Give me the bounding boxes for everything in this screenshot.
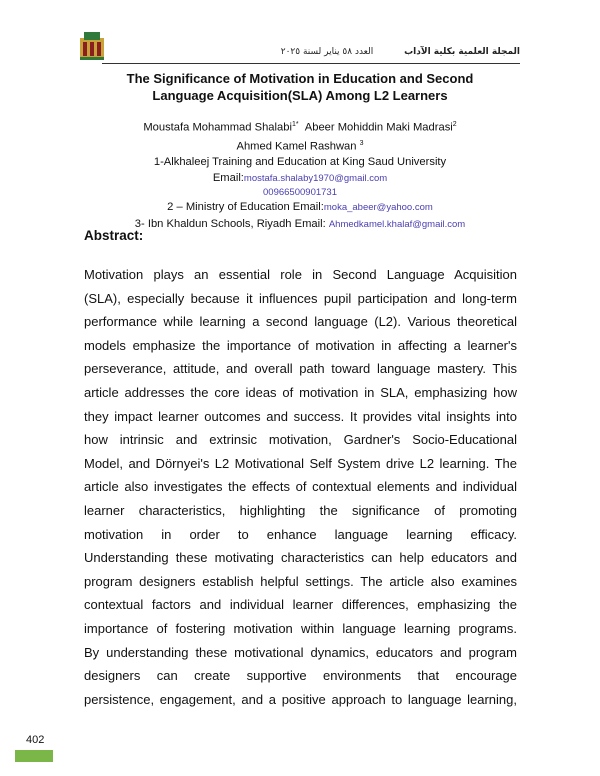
- abstract-body: [84, 263, 517, 711]
- journal-header: [281, 47, 520, 57]
- journal-name: المجلة العلمية بكلية الآداب: [404, 47, 520, 57]
- abstract-line: models emphasize the importance of motivation in affecting a learner's: [84, 337, 517, 353]
- university-emblem-icon: [78, 30, 106, 62]
- abstract-line: they impact learner outcomes and success. It provides vital insights into: [84, 408, 517, 424]
- author-line-1: Moustafa Mohammad Shalabi$^{1*}$ Abeer Mohiddin Maki Madrasi$^2$: [143, 121, 457, 134]
- issue-info: العدد ٥٨ يناير لسنة ٢٠٢٥: [280, 47, 374, 57]
- abstract-line: Motivation plays an essential role in Second Language Acquisition: [84, 267, 517, 282]
- page-number: 402: [26, 734, 45, 746]
- abstract-line: (SLA), especially because it influences pupil participation and long-term: [84, 290, 517, 306]
- title-line-1: The Significance of Motivation in Education and Second: [126, 71, 474, 86]
- abstract-line: article also investigates the effects of contextual elements and individual: [84, 479, 517, 495]
- title-line-2: Language Acquisition(SLA) Among L2 Learners: [152, 88, 448, 103]
- paper-title: [80, 70, 520, 104]
- abstract-line: importance of fostering motivation within language learning programs.: [84, 620, 517, 636]
- affiliation-2: 2 – Ministry of Education Email:moka_abeer@yahoo.com: [167, 201, 433, 214]
- header-divider: [102, 63, 520, 64]
- abstract-line: learner characteristics, highlighting the significance of promoting: [84, 502, 517, 518]
- affiliation-3: 3- Ibn Khaldun Schools, Riyadh Email: Ahmedkamel.khalaf@gmail.com: [134, 218, 466, 231]
- abstract-line: Understanding these motivating characteristics can help educators and: [84, 550, 517, 566]
- abstract-line: article addresses the core ideas of motivation in SLA, emphasizing how: [84, 384, 517, 400]
- email-link[interactable]: mostafa.shalaby1970@gmail.com: [243, 173, 388, 185]
- abstract-heading: Abstract:: [84, 228, 144, 243]
- email-link[interactable]: Ahmedkamel.khalaf@gmail.com: [328, 219, 466, 231]
- abstract-line: motivation in order to enhance language learning efficacy.: [84, 526, 517, 542]
- abstract-line: performance while learning a second language (L2). Various theoretical: [84, 314, 517, 330]
- page-number-bar: [15, 750, 53, 762]
- affiliation-1: 1-Alkhaleej Training and Education at King Saud University: [153, 156, 447, 169]
- author-line-2: Ahmed Kamel Rashwan $^3$: [236, 139, 364, 153]
- abstract-line: program designers establish helpful settings. The article also examines: [84, 573, 517, 589]
- author-block: [80, 117, 520, 233]
- abstract-line: Model, and Dörnyei's L2 Motivational Self System drive L2 learning. The: [84, 455, 517, 471]
- abstract-line: contextual factors and individual learner differences, emphasizing the: [84, 597, 517, 613]
- email-link[interactable]: moka_abeer@yahoo.com: [323, 202, 433, 214]
- abstract-line: perseverance, attitude, and overall path toward language mastery. This: [84, 361, 517, 377]
- abstract-line: persistence, engagement, and a positive approach to language learning,: [84, 691, 517, 707]
- affiliation-1-email: Email:mostafa.shalaby1970@gmail.com: [212, 172, 388, 185]
- phone-number: 00966500901731: [263, 187, 337, 199]
- abstract-line: By understanding these motivational dynamics, educators and program: [84, 644, 517, 660]
- abstract-line: how intrinsic and extrinsic motivation, Gardner's Socio-Educational: [84, 432, 517, 448]
- abstract-line: designers can create supportive environments that encourage: [84, 668, 517, 684]
